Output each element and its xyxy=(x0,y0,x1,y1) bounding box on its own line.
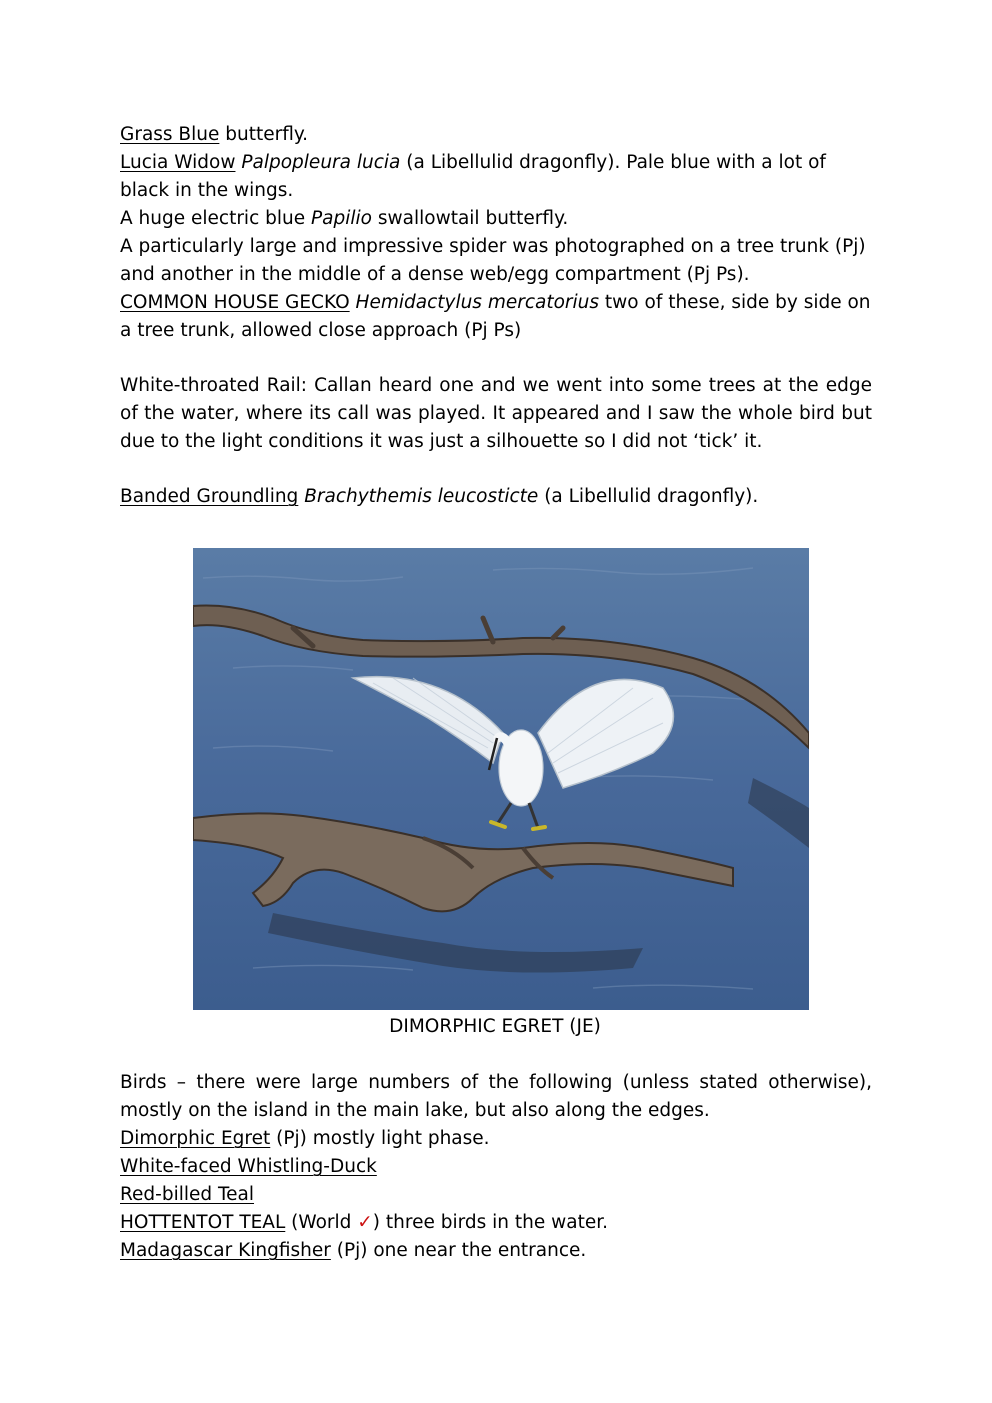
rail-paragraph: White-throated Rail: Callan heard one and we went into some trees at the edge of the water, where its call was played. It appeared and I saw the whole bird but due to the light conditions it was just a silhouette so I did not ‘tick’ it. xyxy=(120,375,872,452)
egret-photo-illustration xyxy=(193,548,809,1010)
birds-intro: Birds – there were large numbers of the following (unless stated otherwise), mostly on the island in the main lake, but also along the edges. xyxy=(120,1072,872,1121)
species-list-top xyxy=(120,121,872,345)
dimorphic-egret-entry: Dimorphic Egret (Pj) mostly light phase. xyxy=(120,1128,490,1149)
scientific-name: Papilio xyxy=(311,208,372,229)
scientific-name: Hemidactylus mercatorius xyxy=(355,292,600,313)
species-name: Red-billed Teal xyxy=(120,1184,255,1205)
egret-photo xyxy=(193,548,809,1010)
species-name: HOTTENTOT TEAL xyxy=(120,1212,286,1233)
photo-caption: DIMORPHIC EGRET (JE) xyxy=(389,1016,601,1037)
whistling-duck-entry xyxy=(120,1153,872,1181)
papilio-entry: A huge electric blue Papilio swallowtail butterfly. xyxy=(120,208,569,229)
species-name: Dimorphic Egret xyxy=(120,1128,271,1149)
groundling-entry: Banded Groundling Brachythemis leucosticte (a Libellulid dragonfly). xyxy=(120,486,759,507)
checkmark-icon: ✓ xyxy=(357,1212,373,1233)
grass-blue-entry: Grass Blue butterfly. xyxy=(120,124,309,145)
species-name: White-faced Whistling-Duck xyxy=(120,1156,377,1177)
scientific-name: Brachythemis leucosticte xyxy=(304,486,539,507)
kingfisher-entry: Madagascar Kingfisher (Pj) one near the entrance. xyxy=(120,1240,587,1261)
species-name: Grass Blue xyxy=(120,124,220,145)
species-name: Lucia Widow xyxy=(120,152,236,173)
species-name: Madagascar Kingfisher xyxy=(120,1240,331,1261)
species-name: Banded Groundling xyxy=(120,486,299,507)
scientific-name: Palpopleura lucia xyxy=(241,152,401,173)
lucia-widow-entry: Lucia Widow Palpopleura lucia (a Libellulid dragonfly). Pale blue with a lot of black in the wings. xyxy=(120,152,826,201)
birds-list xyxy=(120,1125,872,1265)
species-name: COMMON HOUSE GECKO xyxy=(120,292,350,313)
gecko-entry: COMMON HOUSE GECKO Hemidactylus mercatorius two of these, side by side on a tree trunk, allowed close approach (Pj Ps) xyxy=(120,292,871,341)
red-billed-teal-entry xyxy=(120,1181,872,1209)
spider-entry: A particularly large and impressive spider was photographed on a tree trunk (Pj) and another in the middle of a dense web/egg compartment (Pj Ps). xyxy=(120,236,866,285)
hottentot-teal-entry: HOTTENTOT TEAL (World ✓) three birds in the water. xyxy=(120,1212,609,1233)
